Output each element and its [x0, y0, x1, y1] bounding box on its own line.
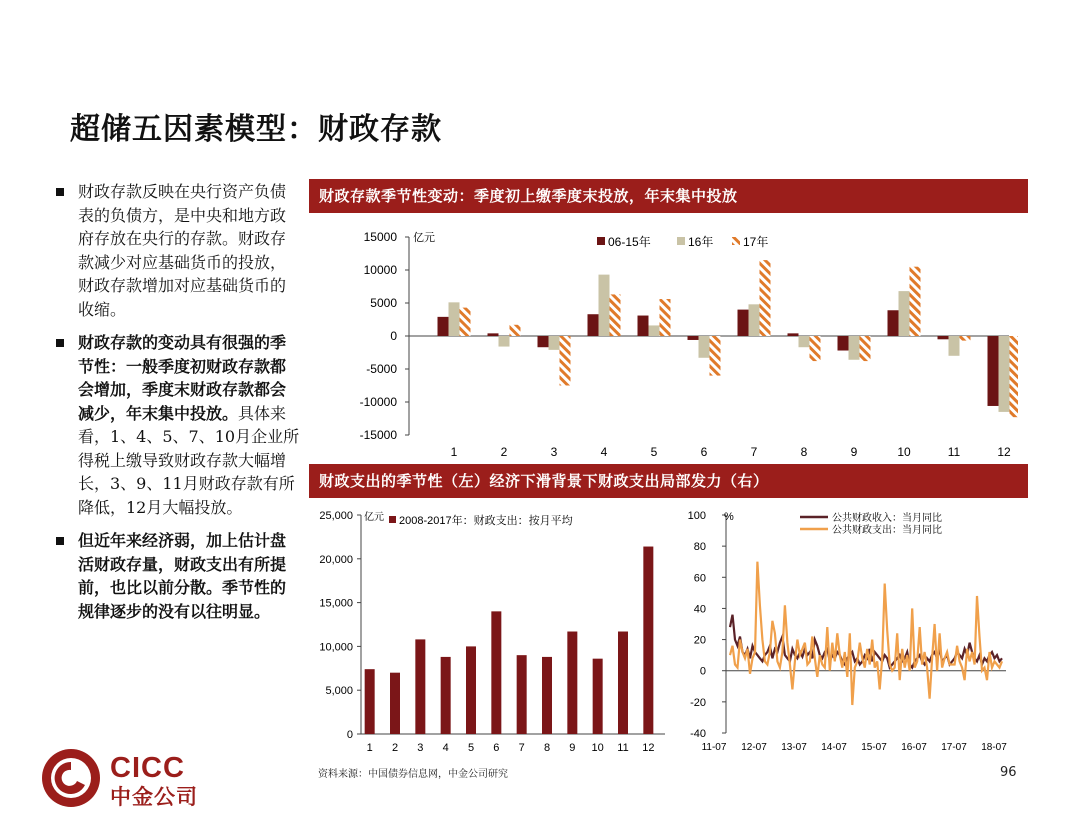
chart2-bar-10: [593, 659, 603, 734]
chart1-bar-16年-12: [999, 336, 1010, 412]
chart1-y-tick-label: 15000: [363, 230, 397, 244]
chart2-y-tick-label: 15,000: [319, 597, 353, 610]
chart1-bar-06-15年-5: [638, 316, 649, 336]
chart2-legend-label: 2008-2017年：财政支出：按月平均: [399, 515, 573, 527]
bullet-text-1: 财政存款反映在央行资产负债表的负债方，是中央和地方政府存放在央行的存款。财政存款减少对应基础货币的投放，财政存款增加对应基础货币的收缩。: [78, 182, 287, 319]
chart1-bar-16年-10: [899, 291, 910, 336]
fiscal-expenditure-monthly-chart: [309, 505, 671, 760]
chart1-y-tick-label: 5000: [370, 296, 397, 310]
chart3-x-tick-label: 12-07: [741, 742, 767, 753]
chart2-x-tick-label: 10: [591, 742, 604, 754]
chart2-x-tick-label: 2: [391, 742, 399, 754]
chart2-legend-swatch: [389, 516, 396, 523]
chart1-legend-swatch: [597, 237, 605, 245]
chart3-x-tick-label: 17-07: [941, 742, 967, 753]
chart2-x-tick-label: 4: [442, 742, 449, 754]
logo-text-cn: 中金公司: [110, 785, 198, 809]
chart2-x-tick-label: 9: [569, 742, 576, 754]
chart2-banner: 财政支出的季节性（左）经济下滑背景下财政支出局部发力（右）: [309, 464, 1028, 498]
chart3-x-tick-label: 16-07: [901, 742, 927, 753]
chart1-x-tick-label: 9: [850, 445, 858, 459]
page-title: 超储五因素模型：财政存款: [70, 112, 442, 147]
bullet-square-icon: [56, 339, 64, 347]
chart2-x-tick-label: 6: [493, 742, 500, 754]
chart2-y-tick-label: 5,000: [325, 685, 353, 698]
chart2-y-tick-label: 10,000: [319, 641, 353, 654]
chart1-bar-17年-8: [810, 336, 821, 361]
chart1-bar-06-15年-10: [888, 310, 899, 336]
chart3-legend-label: 公共财政支出：当月同比: [832, 525, 942, 536]
chart2-x-tick-label: 11: [617, 742, 629, 754]
chart1-legend-swatch: [732, 237, 740, 245]
source-note: 资料来源：中国债券信息网，中金公司研究: [318, 769, 508, 780]
bullet-bold-text-3: 但近年来经济弱，加上估计盘活财政存量，财政支出有所提前，也比以前分散。季节性的规律逐步的没有以往明显。: [78, 531, 287, 621]
chart1-bar-06-15年-11: [938, 336, 949, 339]
bullet-square-icon: [56, 537, 64, 545]
chart1-bar-17年-11: [960, 336, 971, 341]
chart2-bar-7: [517, 655, 527, 734]
chart1-y-tick-label: -5000: [366, 362, 397, 376]
chart3-x-tick-label: 13-07: [781, 742, 807, 753]
chart3-x-tick-label: 18-07: [981, 742, 1007, 753]
bullet-list: [56, 180, 301, 633]
bullet-item-1: [56, 180, 301, 321]
chart1-y-tick-label: -15000: [359, 428, 397, 442]
chart3-legend-label: 公共财政收入：当月同比: [832, 513, 942, 524]
chart2-bar-6: [491, 611, 501, 734]
chart1-bar-16年-7: [749, 304, 760, 336]
chart2-bar-2: [390, 673, 400, 734]
chart2-x-tick-label: 7: [518, 742, 525, 754]
cicc-logo-icon: [40, 747, 102, 809]
chart1-x-tick-label: 3: [550, 445, 558, 459]
chart1-bar-17年-9: [860, 336, 871, 361]
chart1-bar-16年-4: [599, 275, 610, 336]
chart3-y-tick-label: 80: [693, 541, 706, 554]
chart1-x-tick-label: 8: [800, 445, 808, 459]
chart1-bar-17年-2: [510, 325, 521, 336]
chart2-y-tick-label: 25,000: [319, 510, 353, 522]
chart2-unit-label: 亿元: [364, 512, 384, 523]
chart2-x-tick-label: 8: [543, 742, 551, 754]
chart3-y-tick-label: 60: [693, 572, 706, 585]
bullet-item-3: [56, 529, 301, 623]
chart2-bar-9: [567, 632, 577, 734]
chart1-x-tick-label: 2: [500, 445, 508, 459]
chart1-bar-17年-7: [760, 260, 771, 336]
chart1-legend-label: 16年: [688, 235, 714, 249]
chart2-bar-4: [441, 657, 451, 734]
chart1-bar-16年-2: [499, 336, 510, 347]
chart1-x-tick-label: 12: [997, 445, 1011, 459]
chart1-bar-06-15年-8: [788, 333, 799, 336]
chart2-bar-12: [643, 547, 653, 734]
bullet-item-2: [56, 331, 301, 519]
chart1-bar-16年-11: [949, 336, 960, 356]
chart1-bar-17年-10: [910, 267, 921, 336]
chart1-bar-17年-12: [1010, 336, 1019, 417]
chart2-bar-1: [365, 669, 375, 734]
chart2-bar-11: [618, 632, 628, 734]
chart3-unit-label: %: [724, 511, 734, 523]
chart2-x-tick-label: 1: [366, 742, 373, 754]
chart3-y-tick-label: 100: [687, 510, 706, 522]
chart1-bar-06-15年-1: [438, 317, 449, 336]
chart1-bar-16年-1: [449, 302, 460, 336]
chart1-bar-06-15年-12: [988, 336, 999, 406]
chart1-bar-16年-6: [699, 336, 710, 358]
chart1-banner: 财政存款季节性变动：季度初上缴季度末投放，年末集中投放: [309, 179, 1028, 213]
bullet-bold-text-2: 财政存款的变动具有很强的季节性：一般季度初财政存款都会增加，季度末财政存款都会减少，年末集中投放。: [78, 333, 287, 423]
chart1-x-tick-label: 5: [650, 445, 658, 459]
chart2-bar-5: [466, 646, 476, 734]
chart1-legend-swatch: [677, 237, 685, 245]
chart1-bar-16年-8: [799, 336, 810, 347]
chart2-x-tick-label: 3: [417, 742, 424, 754]
chart3-x-tick-label: 14-07: [821, 742, 847, 753]
chart1-y-tick-label: 0: [390, 329, 397, 343]
chart2-x-tick-label: 5: [467, 742, 475, 754]
chart1-bar-17年-3: [560, 336, 571, 386]
chart1-y-tick-label: -10000: [359, 395, 397, 409]
chart1-legend-label: 17年: [743, 235, 769, 249]
chart1-bar-17年-1: [460, 308, 471, 336]
chart3-x-tick-label: 11-07: [701, 742, 727, 753]
chart3-y-tick-label: 0: [699, 665, 706, 678]
chart1-unit-label: 亿元: [413, 232, 435, 244]
bullet-square-icon: [56, 188, 64, 196]
chart1-bar-16年-3: [549, 336, 560, 350]
chart1-bar-17年-6: [710, 336, 721, 376]
chart1-x-tick-label: 6: [700, 445, 708, 459]
chart1-bar-06-15年-9: [838, 336, 849, 351]
chart3-y-tick-label: 20: [693, 634, 706, 647]
chart1-bar-16年-5: [649, 325, 660, 336]
fiscal-deposit-seasonal-chart: [309, 222, 1018, 464]
chart1-bar-17年-4: [610, 294, 621, 336]
chart1-bar-06-15年-4: [588, 314, 599, 336]
chart1-x-tick-label: 1: [450, 445, 458, 459]
logo-text-en: CICC: [110, 752, 185, 784]
chart1-y-tick-label: 10000: [363, 263, 397, 277]
chart3-y-tick-label: -20: [690, 696, 706, 709]
chart2-x-tick-label: 12: [642, 742, 655, 754]
chart3-y-tick-label: -40: [690, 728, 706, 740]
chart3-line-1: [730, 562, 1002, 705]
chart1-bar-16年-9: [849, 336, 860, 360]
chart1-x-tick-label: 11: [947, 445, 961, 459]
chart2-bar-3: [415, 639, 425, 734]
chart1-bar-17年-5: [660, 299, 671, 336]
chart1-bar-06-15年-7: [738, 310, 749, 336]
chart3-x-tick-label: 15-07: [861, 742, 887, 753]
chart1-x-tick-label: 10: [897, 445, 911, 459]
chart2-bar-8: [542, 657, 552, 734]
chart1-bar-06-15年-2: [488, 333, 499, 336]
chart2-y-tick-label: 0: [346, 729, 353, 741]
chart3-y-tick-label: 40: [693, 603, 706, 616]
chart1-x-tick-label: 4: [600, 445, 608, 459]
chart1-legend-label: 06-15年: [608, 235, 651, 249]
chart2-y-tick-label: 20,000: [319, 553, 353, 566]
chart1-bar-06-15年-6: [688, 336, 699, 340]
page-number: 96: [1000, 765, 1017, 780]
fiscal-yoy-line-chart: [680, 505, 1018, 760]
bullet-text-2: 具体来看，1、4、5、7、10月企业所得税上缴导致财政存款大幅增长，3、9、11月财政存款有所降低，12月大幅投放。: [78, 403, 300, 517]
chart1-x-tick-label: 7: [750, 445, 758, 459]
chart1-bar-06-15年-3: [538, 336, 549, 347]
